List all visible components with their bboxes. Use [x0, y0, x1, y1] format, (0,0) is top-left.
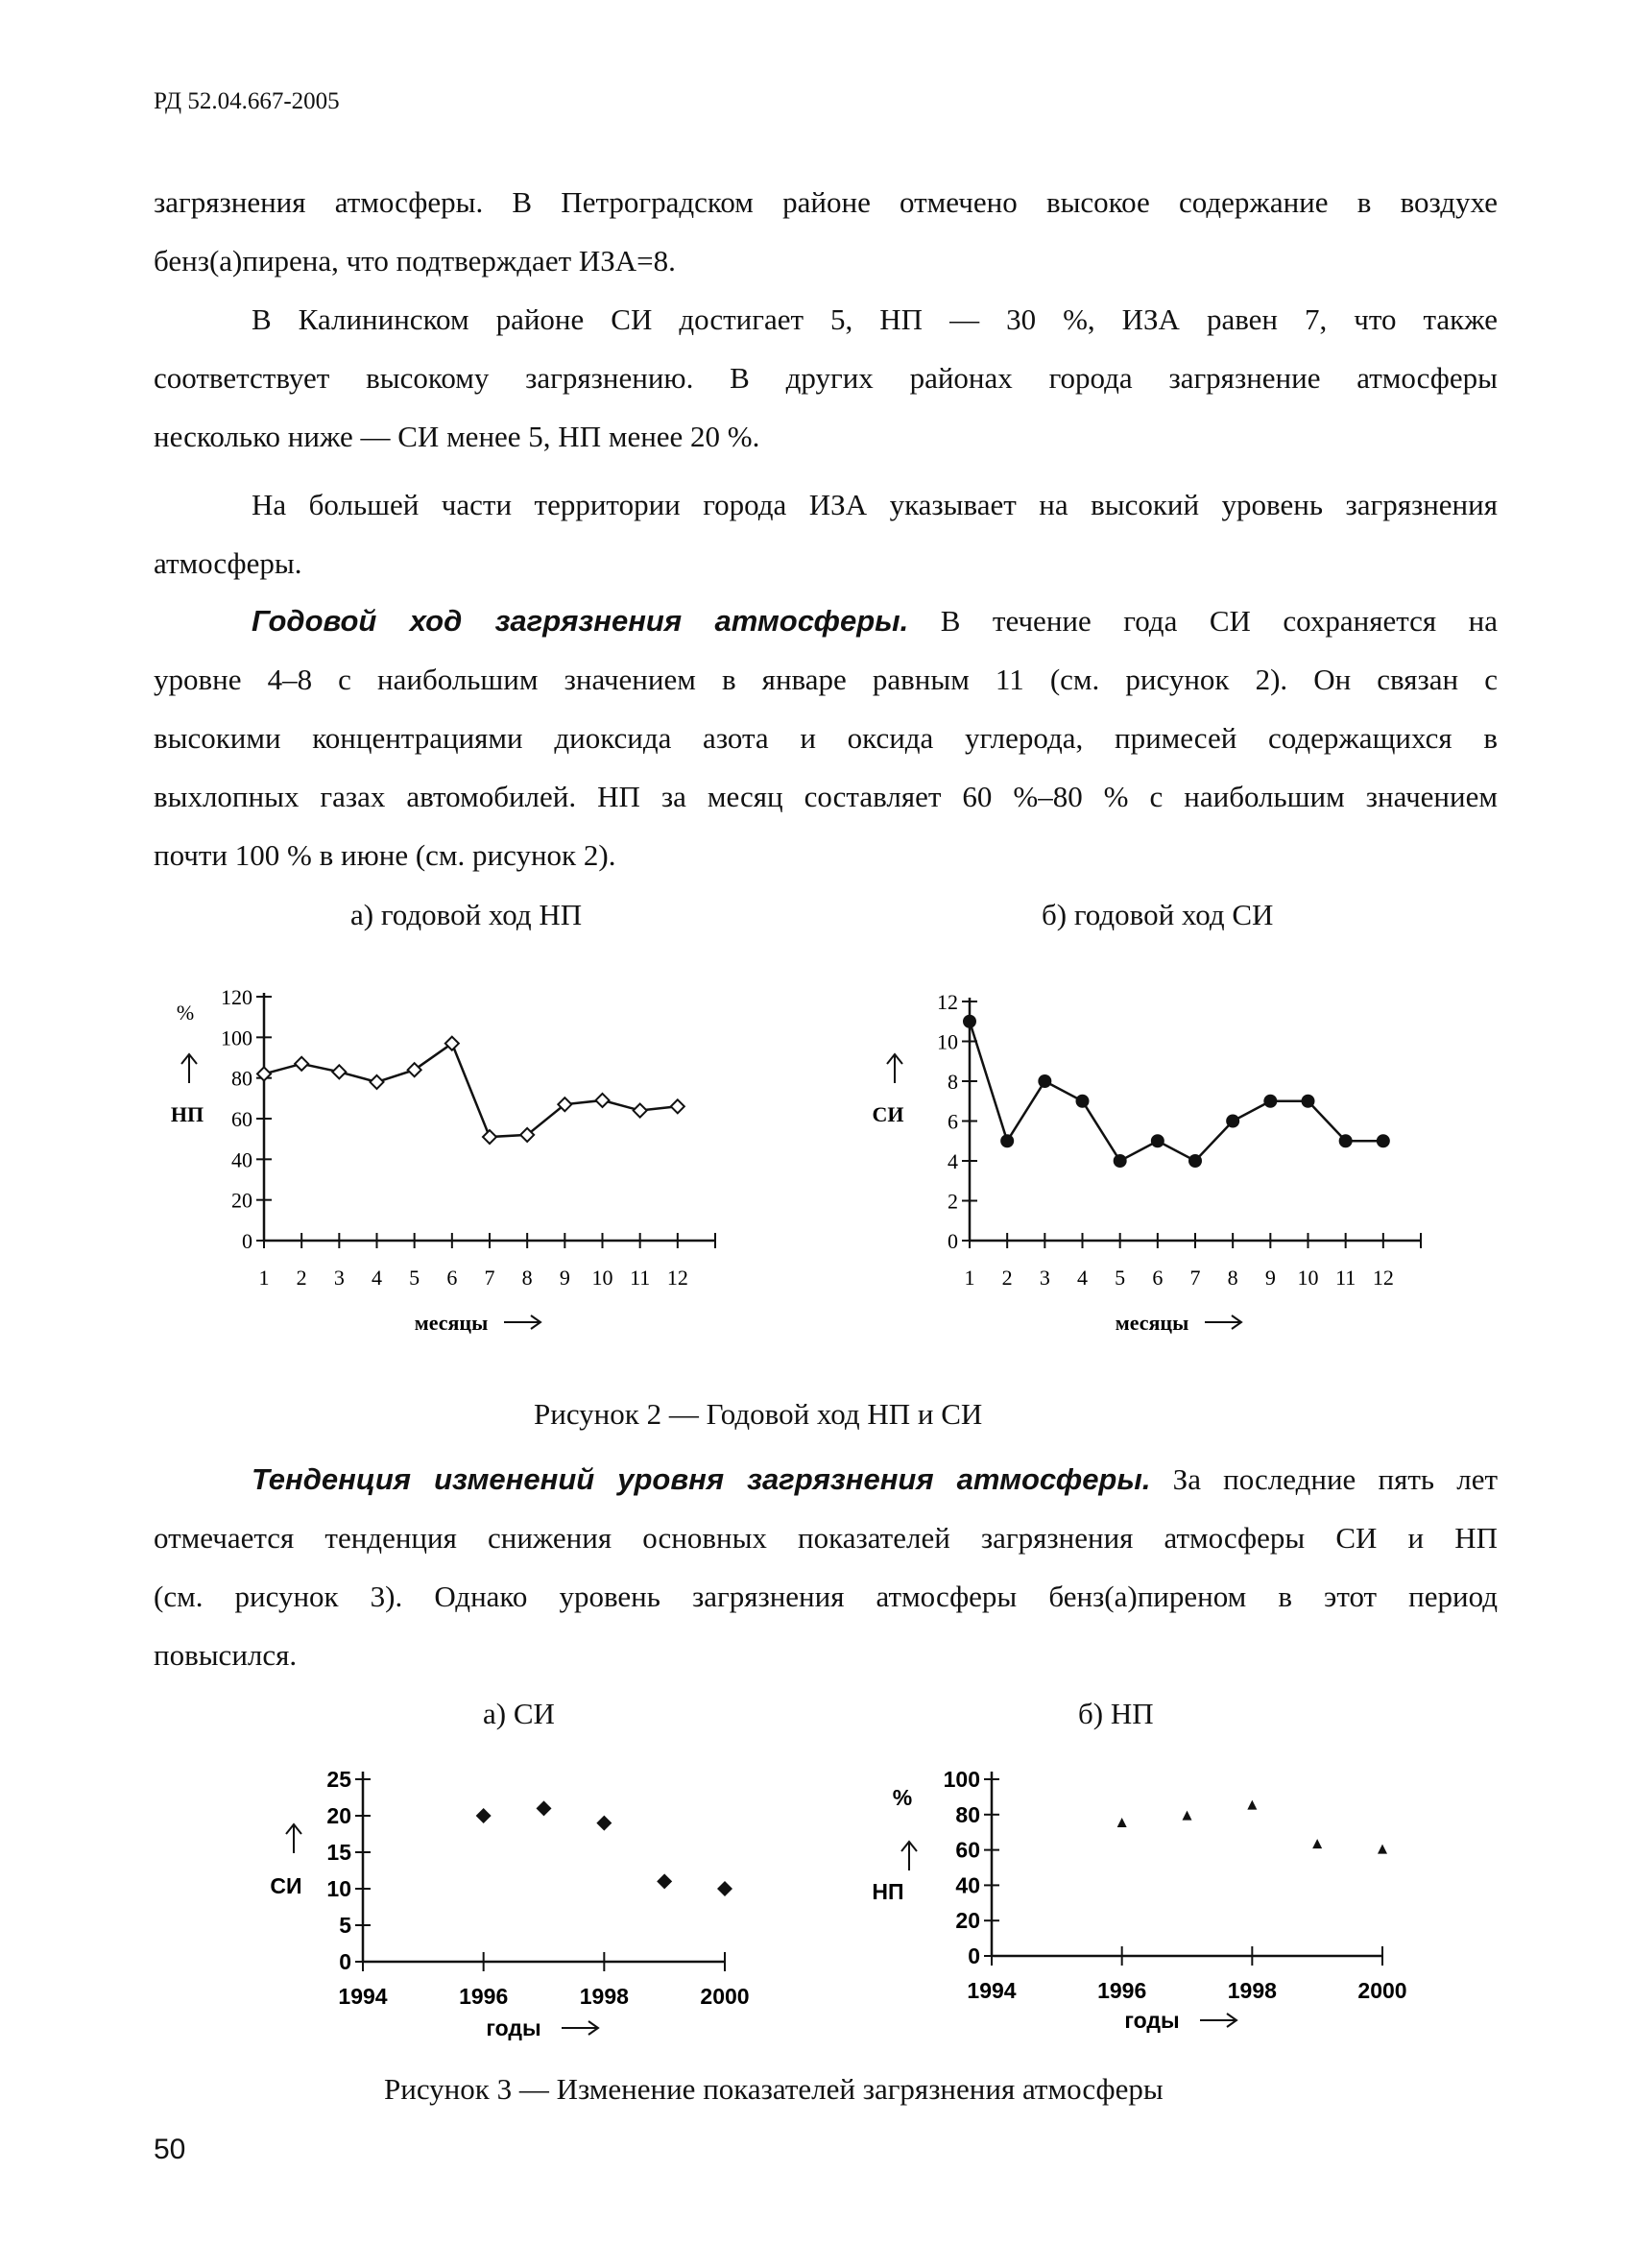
data-point: [483, 1130, 496, 1144]
x-tick-label: 5: [409, 1266, 420, 1290]
series-line: [970, 1022, 1383, 1161]
y-tick-label: 10: [326, 1876, 351, 1901]
y-axis-label: СИ: [270, 1873, 302, 1898]
paragraph-line: повысился.: [154, 1638, 298, 1672]
x-axis-label: месяцы: [1115, 1311, 1189, 1335]
data-point: [1000, 1134, 1014, 1147]
paragraph-text: В течение года СИ сохраняется на: [940, 604, 1499, 638]
x-tick-label: 1994: [967, 1978, 1017, 2003]
x-tick-label: 1994: [338, 1984, 388, 2009]
paragraph-line: атмосферы.: [154, 546, 302, 580]
y-tick-label: 40: [955, 1872, 980, 1898]
y-tick-label: 60: [955, 1837, 980, 1863]
y-tick-label: 120: [221, 985, 252, 1009]
y-tick-label: 10: [937, 1029, 958, 1054]
figure3-subcaption-b: б) НП: [1078, 1697, 1154, 1730]
x-tick-label: 12: [666, 1266, 688, 1290]
y-tick-label: 12: [937, 990, 958, 1014]
x-tick-label: 8: [521, 1266, 533, 1290]
y-axis-label: НП: [872, 1879, 904, 1904]
data-point: [1076, 1095, 1090, 1108]
paragraph-line: уровне 4–8 с наибольшим значением в январе равным 11 (см. рисунок 2). Он связан с: [154, 663, 1498, 696]
data-point: [1312, 1839, 1322, 1848]
paragraph-line: отмечается тенденция снижения основных показателей загрязнения атмосферы СИ и НП: [154, 1521, 1498, 1555]
data-point: [1114, 1154, 1127, 1168]
data-point: [371, 1075, 384, 1089]
y-tick-label: 100: [943, 1767, 980, 1792]
x-tick-label: 2: [1001, 1266, 1013, 1290]
data-point: [1226, 1115, 1239, 1128]
x-tick-label: 4: [1077, 1266, 1088, 1290]
y-tick-label: 15: [326, 1840, 351, 1865]
x-tick-label: 1998: [579, 1984, 629, 2009]
y-axis-unit: %: [176, 1001, 195, 1025]
data-point: [332, 1065, 346, 1078]
x-tick-label: 5: [1115, 1266, 1126, 1290]
y-tick-label: 0: [948, 1229, 958, 1253]
x-tick-label: 1998: [1227, 1978, 1277, 2003]
figure2-subcaption-b: б) годовой ход СИ: [1042, 898, 1274, 931]
paragraph-text: За последние пять лет: [1172, 1462, 1498, 1496]
x-axis-label: годы: [486, 2015, 541, 2040]
paragraph-line: бенз(а)пирена, что подтверждает ИЗА=8.: [154, 244, 676, 277]
x-tick-label: 1: [258, 1266, 270, 1290]
y-tick-label: 4: [948, 1149, 958, 1173]
data-point: [1378, 1845, 1387, 1854]
data-point: [1339, 1134, 1353, 1147]
data-point: [671, 1099, 684, 1113]
x-tick-label: 10: [1297, 1266, 1319, 1290]
document-header: РД 52.04.667-2005: [154, 88, 340, 114]
x-tick-label: 1: [964, 1266, 975, 1290]
paragraph-line: выхлопных газах автомобилей. НП за месяц составляет 60 %–80 % с наибольшим значением: [154, 780, 1498, 813]
data-point: [1247, 1800, 1257, 1810]
figure2-subcaption-a: а) годовой ход НП: [350, 898, 583, 931]
y-tick-label: 20: [231, 1188, 252, 1213]
y-tick-label: 8: [948, 1070, 958, 1094]
paragraph-line: почти 100 % в июне (см. рисунок 2).: [154, 838, 616, 872]
y-tick-label: 20: [955, 1908, 980, 1934]
y-tick-label: 80: [955, 1801, 980, 1827]
y-tick-label: 0: [242, 1229, 252, 1253]
y-tick-label: 2: [948, 1189, 958, 1214]
data-point: [295, 1057, 308, 1071]
data-point: [537, 1800, 552, 1816]
y-tick-label: 0: [339, 1949, 351, 1974]
series-line: [264, 1044, 678, 1137]
y-tick-label: 100: [221, 1025, 252, 1050]
paragraph-text: В Калининском районе СИ достигает 5, НП — 30 %, ИЗА равен 7, что также: [252, 302, 1498, 336]
y-tick-label: 25: [326, 1767, 351, 1792]
data-point: [963, 1015, 976, 1028]
paragraph-line: соответствует высокому загрязнению. В других районах города загрязнение атмосферы: [154, 361, 1498, 395]
data-point: [1117, 1818, 1127, 1827]
data-point: [476, 1808, 492, 1823]
figure2-caption: Рисунок 2 — Годовой ход НП и СИ: [534, 1397, 983, 1431]
x-tick-label: 3: [333, 1266, 345, 1290]
x-tick-label: 2000: [1357, 1978, 1407, 2003]
y-tick-label: 20: [326, 1803, 351, 1828]
y-tick-label: 40: [231, 1147, 252, 1172]
figure3-subcaption-a: а) СИ: [483, 1697, 555, 1730]
data-point: [717, 1881, 732, 1896]
data-point: [596, 1816, 612, 1831]
figure3-caption: Рисунок 3 — Изменение показателей загрязнения атмосферы: [384, 2072, 1164, 2106]
x-tick-label: 12: [1372, 1266, 1394, 1290]
x-axis-label: годы: [1124, 2008, 1180, 2033]
x-tick-label: 10: [591, 1266, 613, 1290]
x-tick-label: 11: [630, 1266, 651, 1290]
x-tick-label: 1996: [459, 1984, 509, 2009]
paragraph-line: высокими концентрациями диоксида азота и оксида углерода, примесей содержащихся в: [154, 721, 1498, 755]
y-axis-unit: %: [892, 1785, 913, 1810]
x-tick-label: 1996: [1097, 1978, 1147, 2003]
paragraph-line: загрязнения атмосферы. В Петроградском районе отмечено высокое содержание в воздухе: [154, 185, 1498, 219]
x-tick-label: 7: [484, 1266, 495, 1290]
x-tick-label: 2000: [700, 1984, 750, 2009]
x-tick-label: 2: [296, 1266, 307, 1290]
y-tick-label: 5: [339, 1913, 351, 1938]
paragraph-line: несколько ниже — СИ менее 5, НП менее 20 %.: [154, 420, 760, 453]
x-tick-label: 6: [446, 1266, 458, 1290]
section-title: Тенденция изменений уровня загрязнения атмосферы.: [252, 1462, 1151, 1496]
data-point: [1183, 1811, 1192, 1821]
y-tick-label: 80: [231, 1066, 252, 1091]
data-point: [1377, 1134, 1390, 1147]
paragraph-line: (см. рисунок 3). Однако уровень загрязнения атмосферы бенз(а)пиреном в этот период: [154, 1580, 1498, 1613]
data-point: [1038, 1074, 1051, 1088]
y-tick-label: 60: [231, 1107, 252, 1131]
x-tick-label: 11: [1335, 1266, 1356, 1290]
x-tick-label: 8: [1227, 1266, 1238, 1290]
x-tick-label: 4: [372, 1266, 382, 1290]
y-axis-label: СИ: [872, 1102, 904, 1126]
x-tick-label: 6: [1152, 1266, 1164, 1290]
section-title: Годовой ход загрязнения атмосферы.: [252, 604, 909, 638]
data-point: [596, 1094, 610, 1107]
data-point: [1151, 1134, 1164, 1147]
y-tick-label: 6: [948, 1109, 958, 1134]
y-tick-label: 0: [968, 1943, 980, 1968]
data-point: [1263, 1095, 1277, 1108]
x-axis-label: месяцы: [414, 1311, 489, 1335]
paragraph-text: На большей части территории города ИЗА указывает на высокий уровень загрязнения: [252, 488, 1498, 521]
x-tick-label: 3: [1039, 1266, 1050, 1290]
data-point: [657, 1873, 672, 1889]
data-point: [1188, 1154, 1202, 1168]
data-point: [1302, 1095, 1315, 1108]
x-tick-label: 9: [1264, 1266, 1276, 1290]
page-number: 50: [154, 2134, 186, 2165]
y-axis-label: НП: [170, 1102, 204, 1126]
x-tick-label: 7: [1189, 1266, 1201, 1290]
x-tick-label: 9: [559, 1266, 570, 1290]
data-point: [634, 1104, 647, 1118]
